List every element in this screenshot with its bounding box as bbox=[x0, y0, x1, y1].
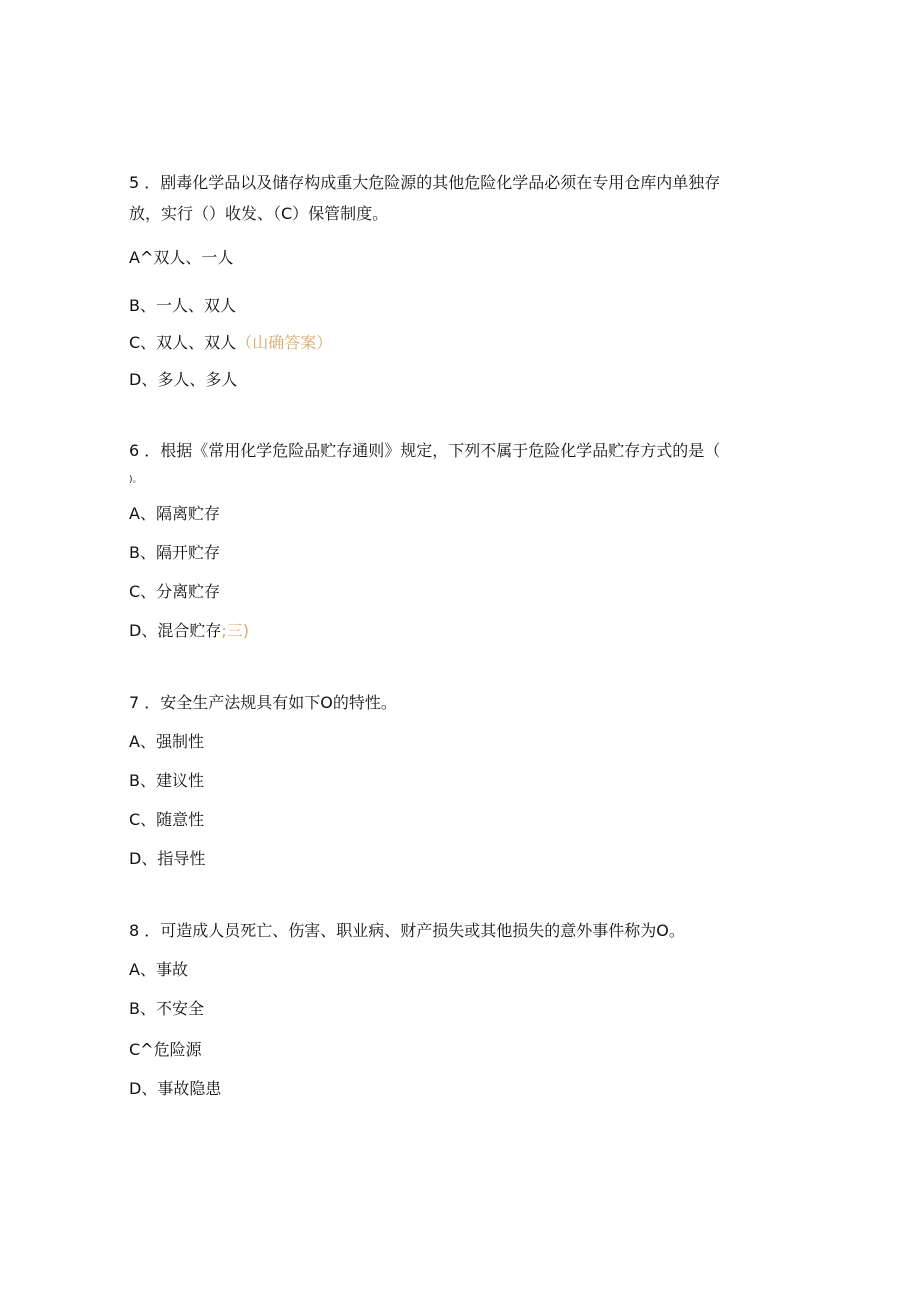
option: C、随意性 bbox=[129, 810, 205, 829]
option: A^双人、一人 bbox=[129, 248, 234, 267]
question-stem: 8 ．可造成人员死亡、伤害、职业病、财产损失或其他损失的意外事件称为O。 bbox=[129, 921, 685, 940]
option: A、强制性 bbox=[129, 732, 204, 751]
question-stem: 7 ．安全生产法规具有如下O的特性。 bbox=[129, 693, 397, 712]
option: A、隔离贮存 bbox=[129, 504, 220, 523]
option: D、事故隐患 bbox=[129, 1079, 222, 1098]
question-stem: 6 ．根据《常用化学危险品贮存通则》规定，下列不属于危险化学品贮存方式的是（ bbox=[129, 441, 721, 460]
option: D、指导性 bbox=[129, 849, 206, 868]
option: C、分离贮存 bbox=[129, 582, 221, 601]
option: A、事故 bbox=[129, 960, 188, 979]
option: D、多人、多人 bbox=[129, 370, 238, 389]
question-stem: 5 ．剧毒化学品以及储存构成重大危险源的其他危险化学品必须在专用仓库内单独存 bbox=[129, 173, 721, 192]
option: B、建议性 bbox=[129, 771, 204, 790]
option-text: D、混合贮存 bbox=[129, 621, 222, 640]
option: B、一人、双人 bbox=[129, 296, 236, 315]
option: B、不安全 bbox=[129, 999, 204, 1018]
answer-note: （山确答案） bbox=[236, 333, 333, 352]
option-text: C、双人、双人 bbox=[129, 333, 237, 352]
question-stem: 放，实行（）收发、（C）保管制度。 bbox=[129, 204, 389, 223]
answer-note: ;三) bbox=[221, 621, 249, 640]
option: B、隔开贮存 bbox=[129, 543, 220, 562]
question-stem: )。 bbox=[129, 475, 142, 485]
option bbox=[129, 621, 249, 641]
option: C^危险源 bbox=[129, 1040, 202, 1059]
option bbox=[129, 333, 332, 353]
